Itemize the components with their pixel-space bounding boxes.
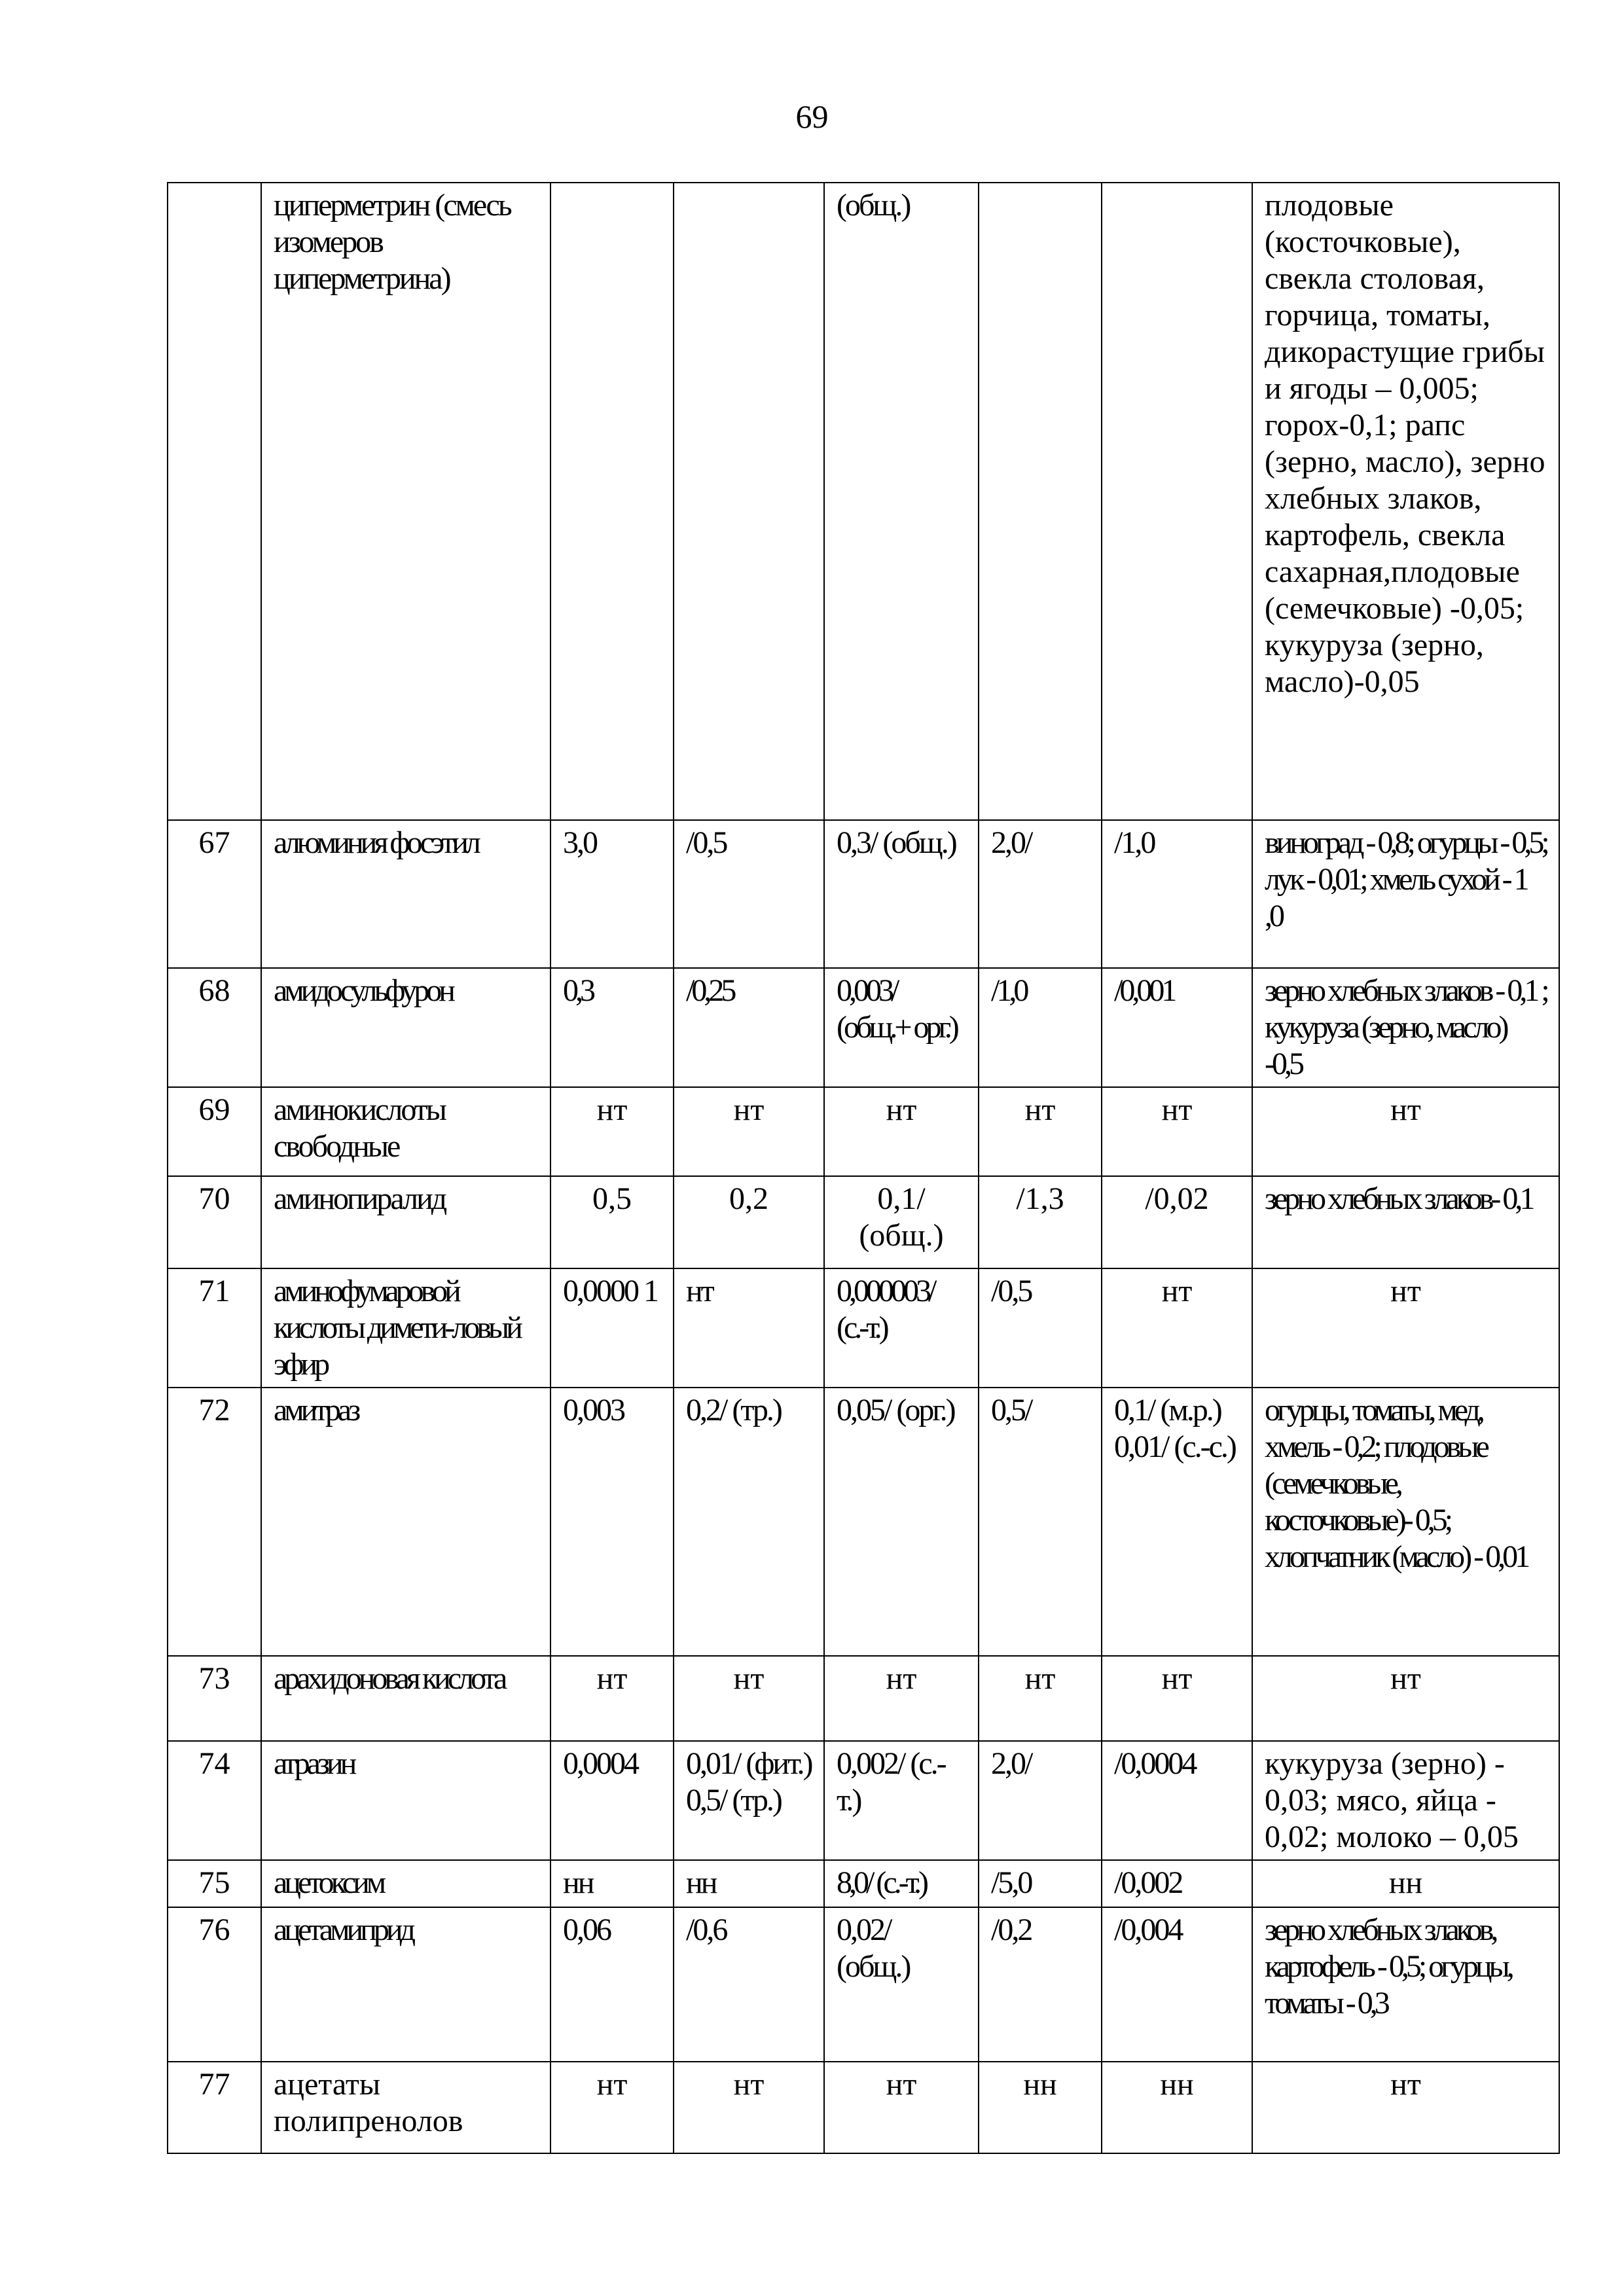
cell-value: 0,01/ (фит.) 0,5/ (тр.) (674, 1741, 824, 1860)
cell-value: /0,001 (1102, 968, 1252, 1087)
cell-value: нт (550, 1656, 674, 1741)
cell-value: 0,000003/ (с.-т.) (824, 1268, 979, 1388)
crop-limits: зерно хлебных злаков - 0,1 ; кукуруза (зерно, масло) -0,5 (1252, 968, 1559, 1087)
crop-limits: нт (1252, 1087, 1559, 1176)
cell-value: 0,2 (674, 1176, 824, 1268)
cell-value: /0,0004 (1102, 1741, 1252, 1860)
crop-limits: кукуруза (зерно) - 0,03; мясо, яйца - 0,02; молоко – 0,05 (1252, 1741, 1559, 1860)
substance-name: аминофумаровой кислоты димети-ловый эфир (261, 1268, 550, 1388)
crop-limits: нт (1252, 1656, 1559, 1741)
table-row (168, 1741, 1559, 1860)
cell-value: нн (979, 2062, 1102, 2153)
table-row (168, 1388, 1559, 1656)
cell-value: /1,0 (979, 968, 1102, 1087)
row-number: 73 (168, 1656, 261, 1741)
cell-value: 0,1/ (общ.) (824, 1176, 979, 1268)
cell-value: 0,5 (550, 1176, 674, 1268)
crop-limits: огурцы, томаты, мед, хмель - 0,2; плодовые (семечковые, косточковые)- 0,5; хлопчатник (масло) - 0,01 (1252, 1388, 1559, 1656)
cell-value: 0,003/ (общ.+ орг.) (824, 968, 979, 1087)
cell-value (979, 183, 1102, 820)
crop-limits: нт (1252, 2062, 1559, 2153)
cell-value: нт (674, 2062, 824, 2153)
table-row (168, 1907, 1559, 2062)
cell-value: 0,5/ (979, 1388, 1102, 1656)
cell-value (674, 183, 824, 820)
table-row (168, 1656, 1559, 1741)
cell-value: 0,3 (550, 968, 674, 1087)
substance-name: циперметрин (смесь изомеров циперметрина) (261, 183, 550, 820)
cell-value (550, 183, 674, 820)
crop-limits: плодовые (косточковые), свекла столовая, горчица, томаты, дикорастущие грибы и ягоды – 0,005; горох-0,1; рапс (зерно, масло), зерно хлебных злаков, картофель, свекла сахарная,плодовые (семечковые) -0,05; кукуруза (зерно, масло)-0,05 (1252, 183, 1559, 820)
cell-value: /0,5 (674, 820, 824, 968)
cell-value: нт (824, 1656, 979, 1741)
crop-limits: зерно хлебных злаков- 0,1 (1252, 1176, 1559, 1268)
cell-value: 0,02/ (общ.) (824, 1907, 979, 2062)
substance-name: амидосульфурон (261, 968, 550, 1087)
row-number: 76 (168, 1907, 261, 2062)
row-number: 72 (168, 1388, 261, 1656)
row-number: 67 (168, 820, 261, 968)
cell-value: 2,0/ (979, 1741, 1102, 1860)
cell-value: нт (550, 2062, 674, 2153)
row-number: 74 (168, 1741, 261, 1860)
cell-value: 0,0000 1 (550, 1268, 674, 1388)
cell-value (1102, 183, 1252, 820)
substance-name: ацетоксим (261, 1860, 550, 1907)
cell-value: /0,2 (979, 1907, 1102, 2062)
table-row (168, 1268, 1559, 1388)
row-number: 70 (168, 1176, 261, 1268)
cell-value: 0,003 (550, 1388, 674, 1656)
row-number: 69 (168, 1087, 261, 1176)
cell-value: 0,1/ (м.р.) 0,01/ (с.-с.) (1102, 1388, 1252, 1656)
cell-value: 0,2/ (тр.) (674, 1388, 824, 1656)
cell-value: 2,0/ (979, 820, 1102, 968)
cell-value: нт (824, 2062, 979, 2153)
cell-value: нт (674, 1087, 824, 1176)
crop-limits: виноград - 0,8; огурцы - 0,5; лук - 0,01; хмель сухой - 1 ,0 (1252, 820, 1559, 968)
table-row (168, 1176, 1559, 1268)
table-row (168, 968, 1559, 1087)
table-row (168, 1860, 1559, 1907)
cell-value: нт (824, 1087, 979, 1176)
cell-value: /0,004 (1102, 1907, 1252, 2062)
cell-value: 8,0/ (с.-т.) (824, 1860, 979, 1907)
cell-value: /0,5 (979, 1268, 1102, 1388)
crop-limits: нн (1252, 1860, 1559, 1907)
cell-value: 0,3/ (общ.) (824, 820, 979, 968)
crop-limits: зерно хлебных злаков, картофель - 0,5; огурцы, томаты - 0,3 (1252, 1907, 1559, 2062)
substance-name: алюминия фосэтил (261, 820, 550, 968)
cell-value: 0,05/ (орг.) (824, 1388, 979, 1656)
cell-value: нт (1102, 1087, 1252, 1176)
cell-value: нн (550, 1860, 674, 1907)
cell-value: нт (979, 1656, 1102, 1741)
table-row (168, 820, 1559, 968)
cell-value: (общ.) (824, 183, 979, 820)
cell-value: 3,0 (550, 820, 674, 968)
cell-value: /0,02 (1102, 1176, 1252, 1268)
cell-value: нт (674, 1268, 824, 1388)
cell-value: 0,002/ (с.-т.) (824, 1741, 979, 1860)
row-number: 68 (168, 968, 261, 1087)
row-number: 77 (168, 2062, 261, 2153)
cell-value: нт (1102, 1656, 1252, 1741)
cell-value: /1,0 (1102, 820, 1252, 968)
page-number: 69 (795, 98, 829, 135)
row-number: 71 (168, 1268, 261, 1388)
cell-value: /0,002 (1102, 1860, 1252, 1907)
cell-value: 0,06 (550, 1907, 674, 2062)
cell-value: нт (979, 1087, 1102, 1176)
cell-value: нн (674, 1860, 824, 1907)
substance-name: аминопиралид (261, 1176, 550, 1268)
cell-value: нт (674, 1656, 824, 1741)
cell-value: нт (1102, 1268, 1252, 1388)
cell-value: нн (1102, 2062, 1252, 2153)
cell-value: /1,3 (979, 1176, 1102, 1268)
table-row (168, 1087, 1559, 1176)
substance-name: арахидоновая кислота (261, 1656, 550, 1741)
row-number (168, 183, 261, 820)
substance-name: атразин (261, 1741, 550, 1860)
cell-value: /0,6 (674, 1907, 824, 2062)
cell-value: нт (550, 1087, 674, 1176)
cell-value: /5,0 (979, 1860, 1102, 1907)
substance-name: амитраз (261, 1388, 550, 1656)
table-row (168, 2062, 1559, 2153)
cell-value: 0,0004 (550, 1741, 674, 1860)
substance-name: аминокислоты свободные (261, 1087, 550, 1176)
cell-value: /0,25 (674, 968, 824, 1087)
row-number: 75 (168, 1860, 261, 1907)
substance-name: ацетамиприд (261, 1907, 550, 2062)
hygienic-standards-table (167, 182, 1560, 2154)
substance-name: ацетаты полипренолов (261, 2062, 550, 2153)
table-row (168, 183, 1559, 820)
crop-limits: нт (1252, 1268, 1559, 1388)
